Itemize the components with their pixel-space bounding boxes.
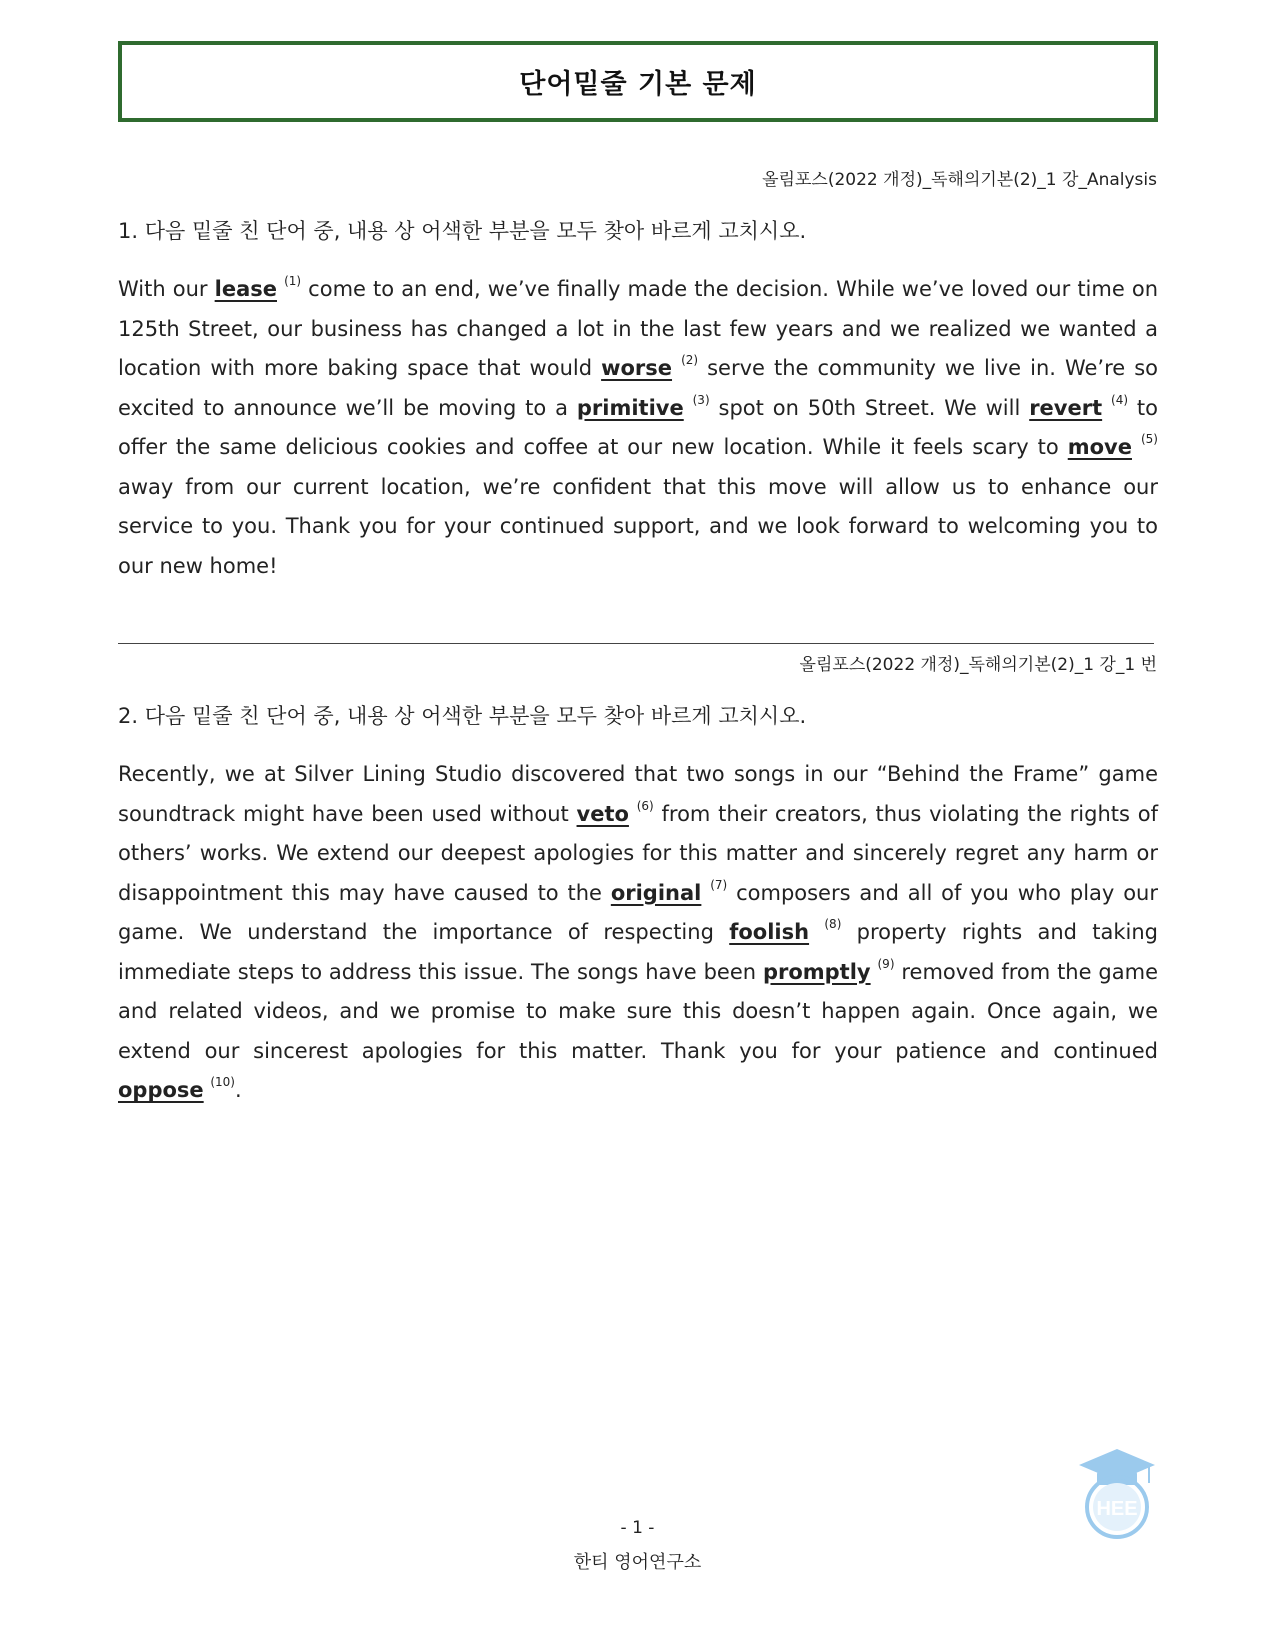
- underlined-word: primitive: [576, 395, 684, 420]
- word-number: (9): [877, 956, 895, 971]
- footer-text: 한티 영어연구소: [573, 1552, 702, 1573]
- underlined-word: worse: [601, 356, 673, 380]
- section-1-question: 1. 다음 밑줄 친 단어 중, 내용 상 어색한 부분을 모두 찾아 바르게 고치시오.: [118, 219, 807, 243]
- word-number: (2): [681, 353, 699, 367]
- word-number: (6): [636, 798, 654, 813]
- word-number: (1): [284, 274, 302, 288]
- word-number: (4): [1111, 392, 1129, 407]
- underlined-word: promptly: [762, 959, 871, 984]
- underlined-word: foolish: [729, 920, 810, 944]
- title-box: [118, 41, 1158, 122]
- underlined-word: original: [610, 880, 702, 905]
- section-2-passage: Recently, we at Silver Lining Studio discovered that two songs in our “Behind the Frame” game soundtrack might have been used without veto $^{(6)}$ from their creators, thus violating the rights of others’ works. We extend our deepest apologies for this matter and sincerely regret any harm or disappointment this may have caused to the original $^{(7)}$ composers and all of you who play our game. We understand the importance of respecting foolish $^{(8)}$ property rights and taking immediate steps to address this issue. The songs have been promptly $^{(9)}$ removed from the game and related videos, and we promise to make sure this doesn’t happen again. Once again, we extend our sincerest apologies for this matter. Thank you for your patience and continued oppose $^{(10)}$.: [118, 762, 1158, 1102]
- word-number: (5): [1140, 432, 1158, 446]
- section-1-passage: With our lease $^{(1)}$ come to an end, we’ve finally made the decision. While we’ve loved our time on 125th Street, our business has changed a lot in the last few years and we realized we wanted a location with more baking space that would worse $^{(2)}$ serve the community we live in. We’re so excited to announce we’ll be moving to a primitive $^{(3)}$ spot on 50th Street. We will revert $^{(4)}$ to offer the same delicious cookies and coffee at our new location. While it feels scary to move $^{(5)}$ away from our current location, we’re confident that this move will allow us to enhance our service to you. Thank you for your continued support, and we look forward to welcoming you to our new home!: [118, 274, 1159, 578]
- underlined-word: revert: [1029, 395, 1103, 420]
- underlined-word: move: [1067, 435, 1132, 459]
- page-title: 단어밑줄 기본 문제: [519, 69, 757, 100]
- underlined-word: lease: [214, 277, 277, 301]
- word-number: (3): [692, 392, 710, 407]
- underlined-word: veto: [576, 801, 629, 826]
- word-number: (8): [824, 917, 842, 931]
- word-number: (10): [210, 1075, 235, 1089]
- hee-logo: [1075, 1445, 1160, 1540]
- underlined-word: oppose: [118, 1078, 204, 1102]
- logo-text: HEE: [1096, 1498, 1138, 1520]
- section-2-question: 2. 다음 밑줄 친 단어 중, 내용 상 어색한 부분을 모두 찾아 바르게 고치시오.: [118, 704, 807, 728]
- section-divider: [118, 643, 1154, 644]
- section-2-source: 올림포스(2022 개정)_독해의기본(2)_1 강_1 번: [799, 655, 1157, 675]
- word-number: (7): [710, 877, 728, 892]
- section-1-source: 올림포스(2022 개정)_독해의기본(2)_1 강_Analysis: [762, 170, 1157, 190]
- page-number: - 1 -: [620, 1518, 655, 1538]
- graduation-cap-icon: [1079, 1449, 1155, 1485]
